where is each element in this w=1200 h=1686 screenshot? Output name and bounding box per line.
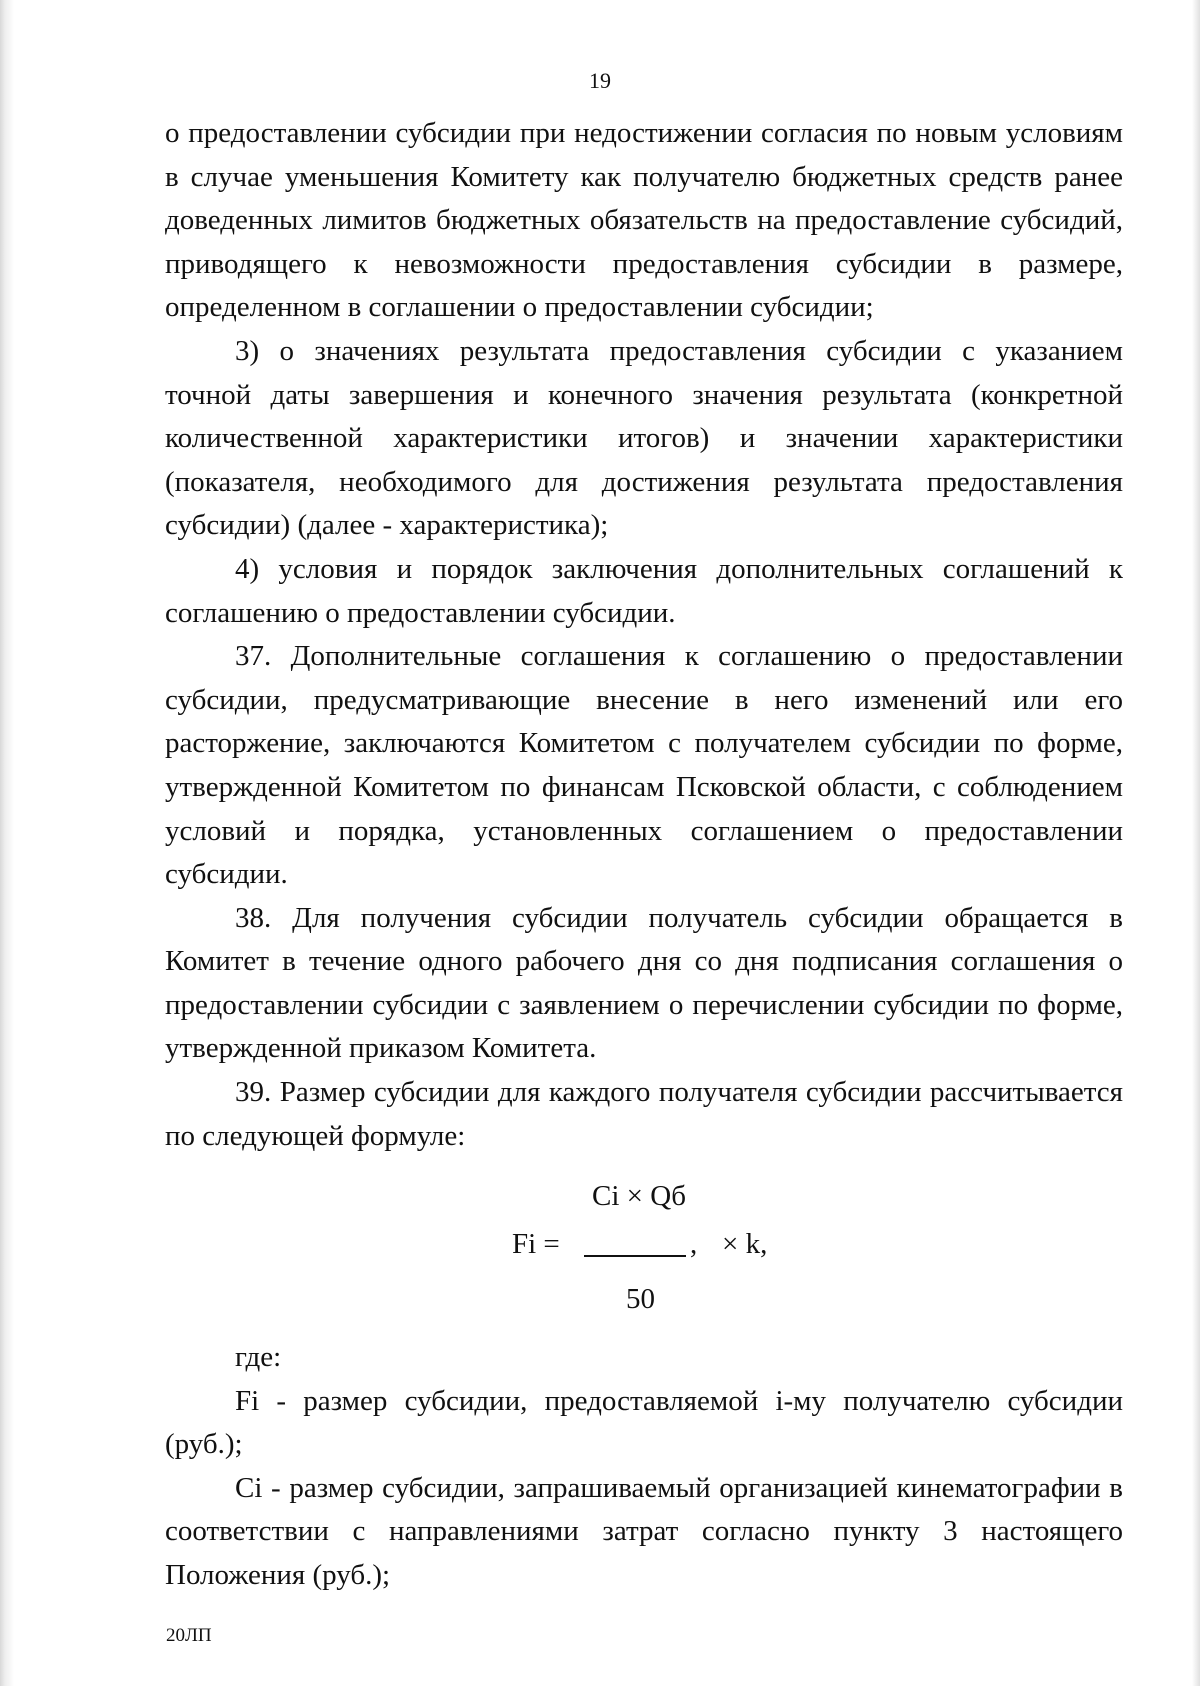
paragraph-continuation: о предоставлении субсидии при недостижении согласия по новым условиям в случае уменьшения Комитету как получателю бюджетных средств ранее доведенных лимитов бюджетных обязательств на предоставление субсидий, приводящего к невозможности предоставления субсидии в размере, определенном в соглашении о предоставлении субсидии; bbox=[165, 117, 1123, 324]
formula-comma: , bbox=[690, 1228, 698, 1260]
scan-left-edge bbox=[0, 0, 14, 1686]
paragraph-definition-fi: Fi - размер субсидии, предоставляемой i-му получателю субсидии (руб.); bbox=[165, 1384, 1123, 1461]
paragraph-item-4: 4) условия и порядок заключения дополнительных соглашений к соглашению о предоставлении субсидии. bbox=[165, 552, 1123, 629]
formula-lhs: Fi = bbox=[512, 1228, 560, 1260]
paragraph-definition-ci: Ci - размер субсидии, запрашиваемый организацией кинематографии в соответствии с направлениями затрат согласно пункту 3 настоящего Положения (руб.); bbox=[165, 1471, 1123, 1591]
page-number: 19 bbox=[589, 68, 611, 93]
formula-denominator: 50 bbox=[626, 1283, 655, 1315]
formula-fraction-line bbox=[584, 1255, 686, 1257]
paragraph-clause-39: 39. Размер субсидии для каждого получателя субсидии рассчитывается по следующей формуле: bbox=[165, 1076, 1123, 1152]
document-code: 20ЛП bbox=[166, 1625, 212, 1646]
formula-numerator: Ci × Qб bbox=[592, 1180, 686, 1212]
paragraph-where: где: bbox=[235, 1341, 282, 1373]
document-body-bottom bbox=[165, 1336, 1123, 1598]
paragraph-clause-38: 38. Для получения субсидии получатель субсидии обращается в Комитет в течение одного рабочего дня со дня подписания соглашения о предоставлении субсидии с заявлением о перечислении субсидии по форме, утвержденной приказом Комитета. bbox=[165, 901, 1123, 1065]
document-body-top bbox=[165, 112, 1123, 1158]
paragraph-clause-37: 37. Дополнительные соглашения к соглашению о предоставлении субсидии, предусматривающие внесение в него изменений или его расторжение, заключаются Комитетом с получателем субсидии по форме, утвержденной Комитетом по финансам Псковской области, с соблюдением условий и порядка, установленных соглашением о предоставлении субсидии. bbox=[165, 640, 1123, 891]
paragraph-item-3: 3) о значениях результата предоставления субсидии с указанием точной даты завершения и конечного значения результата (конкретной количественной характеристики итогов) и значении характеристики (показателя, необходимого для достижения результата предоставления субсидии) (далее - характеристика); bbox=[165, 334, 1123, 542]
formula-multiplier: × k, bbox=[722, 1228, 768, 1260]
scan-right-edge bbox=[1192, 0, 1200, 1686]
